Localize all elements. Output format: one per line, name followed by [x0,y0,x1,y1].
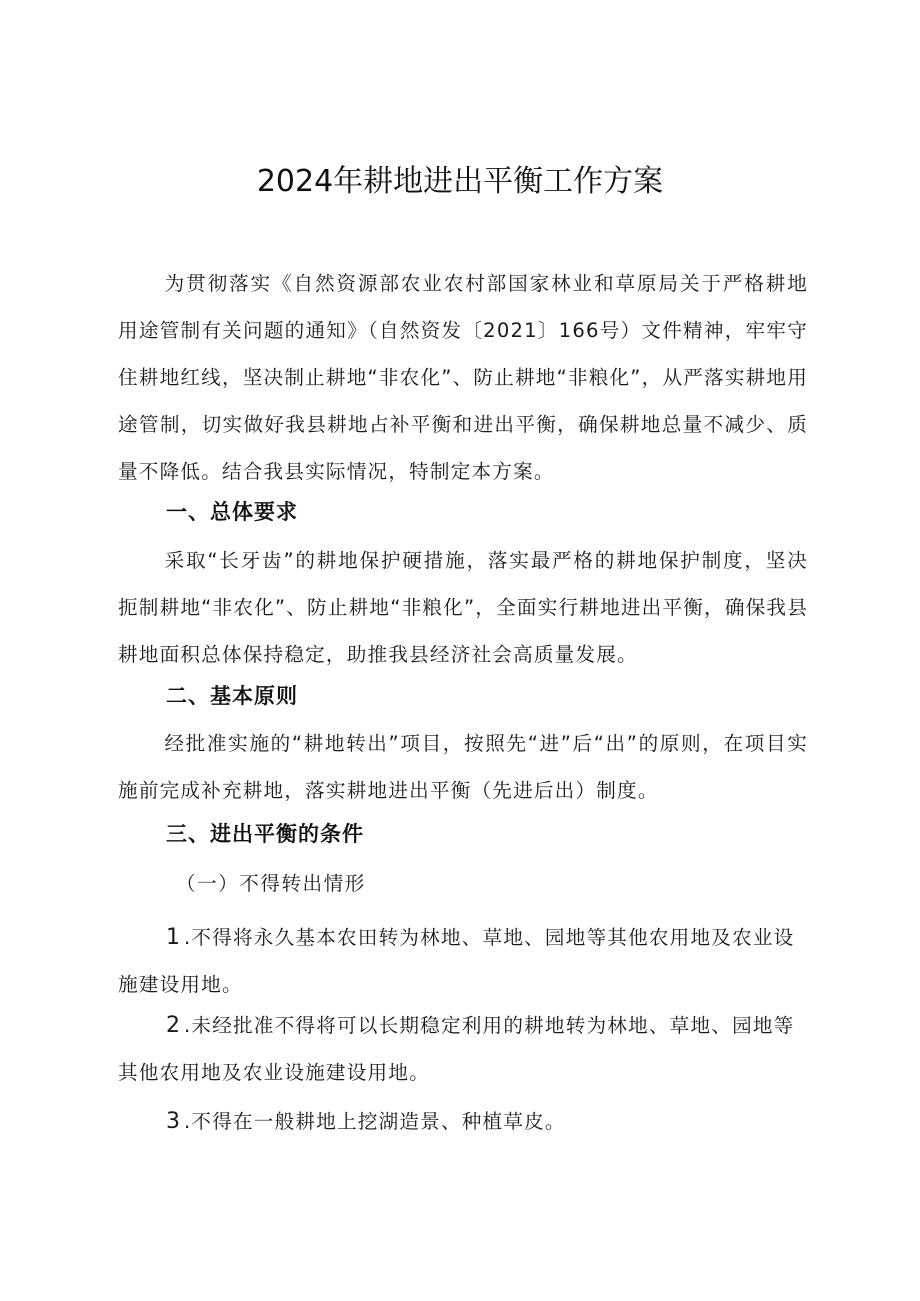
list-item-number: 1 [166,925,184,950]
list-item-number: 2 [166,1013,184,1038]
intro-paragraph [118,260,808,495]
section-2-paragraph [118,720,808,814]
section-3-heading: 三、进出平衡的条件 [166,822,364,846]
section-2-text: 经批准实施的“耕地转出”项目，按照先“进”后“出”的原则，在项目实施前完成补充耕地，落实耕地进出平衡（先进后出）制度。 [118,732,808,802]
section-1-heading: 一、总体要求 [166,500,298,524]
list-item-2 [118,1002,808,1096]
list-item-number: 3 [166,1109,184,1134]
list-item-text: .不得将永久基本农田转为林地、草地、园地等其他农用地及农业设施建设用地。 [118,926,795,996]
section-3-subheading: （一）不得转出情形 [176,872,366,895]
list-item-text: .未经批准不得将可以长期稳定利用的耕地转为林地、草地、园地等其他农用地及农业设施建设用地。 [118,1014,795,1084]
section-1-paragraph [118,537,808,678]
list-item-1 [118,914,808,1008]
intro-text: 为贯彻落实《自然资源部农业农村部国家林业和草原局关于严格耕地用途管制有关问题的通知》（自然资发〔2021〕166号）文件精神，牢牢守住耕地红线，坚决制止耕地“非农化”、防止耕地“非粮化”，从严落实耕地用途管制，切实做好我县耕地占补平衡和进出平衡，确保耕地总量不减少、质量不降低。结合我县实际情况，特制定本方案。 [118,272,809,483]
list-item-3 [118,1098,808,1145]
document-title: 2024年耕地进出平衡工作方案 [256,164,664,199]
section-1-text: 采取“长牙齿”的耕地保护硬措施，落实最严格的耕地保护制度，坚决扼制耕地“非农化”、防止耕地“非粮化”，全面实行耕地进出平衡，确保我县耕地面积总体保持稳定，助推我县经济社会高质量发展。 [118,549,809,666]
section-2-heading: 二、基本原则 [166,684,298,708]
list-item-text: .不得在一般耕地上挖湖造景、种植草皮。 [184,1110,566,1133]
